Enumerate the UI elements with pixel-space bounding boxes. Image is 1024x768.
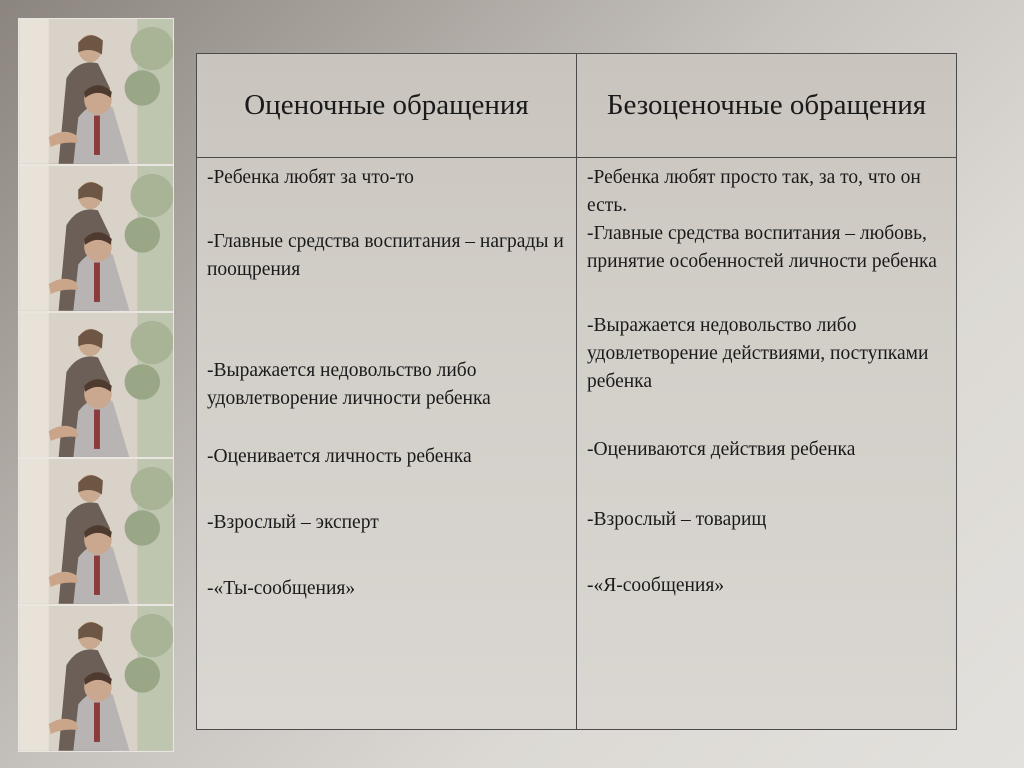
mother-child-photo [18, 165, 174, 312]
header-non-evaluative: Безоценочные обращения [577, 54, 957, 158]
mother-child-image [19, 166, 173, 311]
mother-child-photo [18, 18, 174, 165]
list-item: -Ребенка любят за что-то [207, 167, 414, 188]
mother-child-image [19, 313, 173, 458]
list-item: -Взрослый – товарищ [587, 509, 767, 530]
list-item: -Ребенка любят просто так, за то, что он есть. [587, 167, 921, 216]
mother-child-photo [18, 605, 174, 752]
photo-strip [18, 18, 174, 752]
list-item: -«Ты-сообщения» [207, 578, 356, 599]
mother-child-photo [18, 312, 174, 459]
header-evaluative: Оценочные обращения [197, 54, 577, 158]
mother-child-image [19, 19, 173, 164]
list-item: -Оценивается личность ребенка [207, 446, 472, 467]
list-item: -Главные средства воспитания – награды и поощрения [207, 231, 564, 280]
mother-child-image [19, 459, 173, 604]
evaluative-column [197, 158, 577, 730]
list-item: -«Я-сообщения» [587, 575, 725, 596]
non-evaluative-column [577, 158, 957, 730]
list-item: -Главные средства воспитания – любовь, принятие особенностей личности ребенка [587, 223, 937, 272]
list-item: -Взрослый – эксперт [207, 512, 379, 533]
list-item: -Выражается недовольство либо удовлетворение личности ребенка [207, 360, 491, 409]
table-header-row [197, 54, 957, 158]
comparison-table [196, 53, 957, 730]
list-item: -Оцениваются действия ребенка [587, 439, 856, 460]
list-item: -Выражается недовольство либо удовлетворение действиями, поступками ребенка [587, 315, 929, 392]
mother-child-image [19, 606, 173, 751]
table-body-row [197, 158, 957, 730]
mother-child-photo [18, 458, 174, 605]
